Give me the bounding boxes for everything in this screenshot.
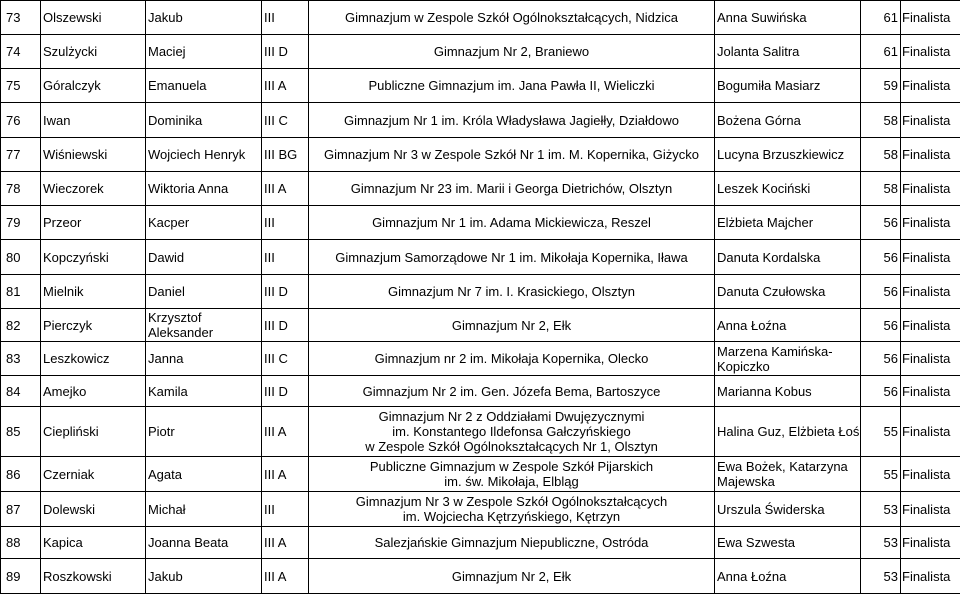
row-number: 89 <box>1 559 41 594</box>
teacher-cell: Marianna Kobus <box>715 376 861 407</box>
row-number: 77 <box>1 138 41 172</box>
first-name-cell: Daniel <box>146 275 262 309</box>
first-name-cell: Jakub <box>146 559 262 594</box>
first-name-cell: Kacper <box>146 206 262 240</box>
table-row <box>1 376 960 407</box>
first-name-cell: Wojciech Henryk <box>146 138 262 172</box>
class-cell: III <box>262 240 309 275</box>
school-cell: Gimnazjum Nr 2, Ełk <box>309 309 715 342</box>
class-cell: III A <box>262 69 309 103</box>
school-cell: Gimnazjum Samorządowe Nr 1 im. Mikołaja Kopernika, Iława <box>309 240 715 275</box>
school-cell: Gimnazjum Nr 23 im. Marii i Georga Dietrichów, Olsztyn <box>309 172 715 206</box>
row-number: 84 <box>1 376 41 407</box>
result-cell: Finalista <box>901 527 960 559</box>
row-number: 82 <box>1 309 41 342</box>
row-number: 88 <box>1 527 41 559</box>
teacher-cell: Anna Łoźna <box>715 309 861 342</box>
points-cell: 58 <box>861 172 901 206</box>
class-cell: III C <box>262 342 309 376</box>
school-line: im. Konstantego Ildefonsa Gałczyńskiego <box>392 424 631 439</box>
teacher-cell: Danuta Czułowska <box>715 275 861 309</box>
teacher-cell: Bogumiła Masiarz <box>715 69 861 103</box>
class-cell: III BG <box>262 138 309 172</box>
points-cell: 56 <box>861 342 901 376</box>
first-name-cell: Dominika <box>146 103 262 138</box>
table-row <box>1 275 960 309</box>
teacher-cell: Anna Suwińska <box>715 1 861 35</box>
table-row <box>1 172 960 206</box>
first-name-cell: Joanna Beata <box>146 527 262 559</box>
table-row <box>1 138 960 172</box>
row-number: 83 <box>1 342 41 376</box>
surname-cell: Roszkowski <box>41 559 146 594</box>
school-cell <box>309 457 715 492</box>
table-row <box>1 103 960 138</box>
row-number: 81 <box>1 275 41 309</box>
school-cell: Gimnazjum nr 2 im. Mikołaja Kopernika, Olecko <box>309 342 715 376</box>
school-line: w Zespole Szkół Ogólnokształcących Nr 1, Olsztyn <box>365 439 658 454</box>
row-number: 75 <box>1 69 41 103</box>
row-number: 86 <box>1 457 41 492</box>
school-cell: Salezjańskie Gimnazjum Niepubliczne, Ostróda <box>309 527 715 559</box>
surname-cell: Pierczyk <box>41 309 146 342</box>
result-cell: Finalista <box>901 172 960 206</box>
points-cell: 61 <box>861 1 901 35</box>
class-cell: III D <box>262 309 309 342</box>
surname-cell: Olszewski <box>41 1 146 35</box>
school-cell: Publiczne Gimnazjum im. Jana Pawła II, Wieliczki <box>309 69 715 103</box>
teacher-cell: Halina Guz, Elżbieta Łoś <box>715 407 861 457</box>
surname-cell: Góralczyk <box>41 69 146 103</box>
surname-cell: Mielnik <box>41 275 146 309</box>
teacher-cell: Jolanta Salitra <box>715 35 861 69</box>
teacher-cell: Urszula Świderska <box>715 492 861 527</box>
points-cell: 56 <box>861 240 901 275</box>
surname-cell: Czerniak <box>41 457 146 492</box>
surname-cell: Dolewski <box>41 492 146 527</box>
first-name-cell: Janna <box>146 342 262 376</box>
class-cell: III <box>262 1 309 35</box>
row-number: 78 <box>1 172 41 206</box>
table-row <box>1 309 960 342</box>
school-cell: Gimnazjum Nr 1 im. Króla Władysława Jagiełły, Działdowo <box>309 103 715 138</box>
result-cell: Finalista <box>901 240 960 275</box>
row-number: 79 <box>1 206 41 240</box>
points-cell: 56 <box>861 309 901 342</box>
surname-cell: Wieczorek <box>41 172 146 206</box>
class-cell: III A <box>262 559 309 594</box>
school-cell: Gimnazjum Nr 2, Ełk <box>309 559 715 594</box>
class-cell: III A <box>262 527 309 559</box>
first-name-cell: Jakub <box>146 1 262 35</box>
row-number: 85 <box>1 407 41 457</box>
points-cell: 53 <box>861 527 901 559</box>
points-cell: 56 <box>861 206 901 240</box>
points-cell: 59 <box>861 69 901 103</box>
result-cell: Finalista <box>901 559 960 594</box>
class-cell: III A <box>262 407 309 457</box>
row-number: 76 <box>1 103 41 138</box>
points-cell: 53 <box>861 559 901 594</box>
first-name-cell: Michał <box>146 492 262 527</box>
class-cell: III D <box>262 376 309 407</box>
result-cell: Finalista <box>901 206 960 240</box>
table-row <box>1 527 960 559</box>
result-cell: Finalista <box>901 492 960 527</box>
school-line: im. Wojciecha Kętrzyńskiego, Kętrzyn <box>402 509 621 524</box>
result-cell: Finalista <box>901 138 960 172</box>
result-cell: Finalista <box>901 407 960 457</box>
surname-cell: Kapica <box>41 527 146 559</box>
table-row <box>1 492 960 527</box>
table-row <box>1 457 960 492</box>
points-cell: 56 <box>861 275 901 309</box>
surname-cell: Kopczyński <box>41 240 146 275</box>
points-cell: 58 <box>861 138 901 172</box>
surname-cell: Szulżycki <box>41 35 146 69</box>
class-cell: III D <box>262 35 309 69</box>
school-cell: Gimnazjum w Zespole Szkół Ogólnokształcących, Nidzica <box>309 1 715 35</box>
table-row <box>1 559 960 594</box>
table-row <box>1 1 960 35</box>
school-line: Gimnazjum Nr 2 z Oddziałami Dwujęzycznymi <box>378 409 645 424</box>
result-cell: Finalista <box>901 69 960 103</box>
points-cell: 61 <box>861 35 901 69</box>
class-cell: III <box>262 492 309 527</box>
points-cell: 55 <box>861 407 901 457</box>
school-line: Publiczne Gimnazjum w Zespole Szkół Pijarskich <box>369 459 654 474</box>
result-cell: Finalista <box>901 342 960 376</box>
surname-cell: Iwan <box>41 103 146 138</box>
class-cell: III A <box>262 172 309 206</box>
row-number: 74 <box>1 35 41 69</box>
teacher-cell: Leszek Kociński <box>715 172 861 206</box>
class-cell: III D <box>262 275 309 309</box>
class-cell: III A <box>262 457 309 492</box>
points-cell: 55 <box>861 457 901 492</box>
school-cell: Gimnazjum Nr 3 w Zespole Szkół Nr 1 im. M. Kopernika, Giżycko <box>309 138 715 172</box>
teacher-cell: Bożena Górna <box>715 103 861 138</box>
teacher-cell: Ewa Szwesta <box>715 527 861 559</box>
result-cell: Finalista <box>901 35 960 69</box>
school-cell: Gimnazjum Nr 2, Braniewo <box>309 35 715 69</box>
school-cell: Gimnazjum Nr 2 im. Gen. Józefa Bema, Bartoszyce <box>309 376 715 407</box>
surname-cell: Amejko <box>41 376 146 407</box>
points-cell: 53 <box>861 492 901 527</box>
row-number: 87 <box>1 492 41 527</box>
class-cell: III <box>262 206 309 240</box>
first-name-cell: Maciej <box>146 35 262 69</box>
school-line: Gimnazjum Nr 3 w Zespole Szkół Ogólnokształcących <box>355 494 668 509</box>
table-row <box>1 342 960 376</box>
table-row <box>1 407 960 457</box>
first-name-cell: Agata <box>146 457 262 492</box>
first-name-cell: Wiktoria Anna <box>146 172 262 206</box>
surname-cell: Wiśniewski <box>41 138 146 172</box>
surname-cell: Przeor <box>41 206 146 240</box>
first-name-cell: Kamila <box>146 376 262 407</box>
table-row <box>1 35 960 69</box>
table-row <box>1 206 960 240</box>
result-cell: Finalista <box>901 457 960 492</box>
result-cell: Finalista <box>901 275 960 309</box>
surname-cell: Ciepliński <box>41 407 146 457</box>
teacher-cell: Marzena Kamińska-Kopiczko <box>715 342 861 376</box>
first-name-cell: Dawid <box>146 240 262 275</box>
teacher-cell: Ewa Bożek, Katarzyna Majewska <box>715 457 861 492</box>
row-number: 80 <box>1 240 41 275</box>
school-cell: Gimnazjum Nr 1 im. Adama Mickiewicza, Reszel <box>309 206 715 240</box>
table-row <box>1 240 960 275</box>
class-cell: III C <box>262 103 309 138</box>
table-row <box>1 69 960 103</box>
row-number: 73 <box>1 1 41 35</box>
result-cell: Finalista <box>901 1 960 35</box>
school-line: im. św. Mikołaja, Elbląg <box>444 474 579 489</box>
teacher-cell: Danuta Kordalska <box>715 240 861 275</box>
teacher-cell: Elżbieta Majcher <box>715 206 861 240</box>
first-name-cell: Piotr <box>146 407 262 457</box>
result-cell: Finalista <box>901 309 960 342</box>
points-cell: 58 <box>861 103 901 138</box>
first-name-cell: Krzysztof Aleksander <box>146 309 262 342</box>
result-cell: Finalista <box>901 376 960 407</box>
surname-cell: Leszkowicz <box>41 342 146 376</box>
school-cell <box>309 407 715 457</box>
first-name-cell: Emanuela <box>146 69 262 103</box>
school-cell <box>309 492 715 527</box>
teacher-cell: Lucyna Brzuszkiewicz <box>715 138 861 172</box>
points-cell: 56 <box>861 376 901 407</box>
result-cell: Finalista <box>901 103 960 138</box>
teacher-cell: Anna Łoźna <box>715 559 861 594</box>
school-cell: Gimnazjum Nr 7 im. I. Krasickiego, Olsztyn <box>309 275 715 309</box>
